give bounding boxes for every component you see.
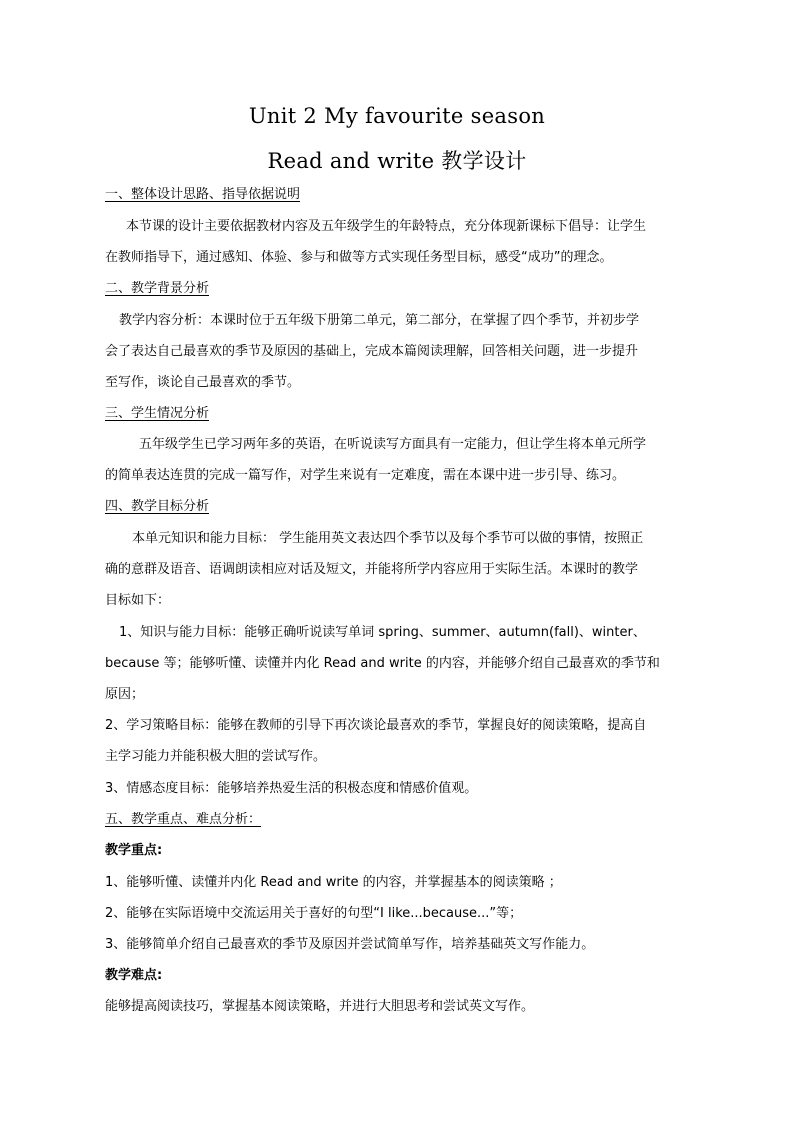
objective-item-3-line: 3、情感态度目标：能够培养热爱生活的积极态度和情感价值观。 <box>105 781 478 796</box>
difficult-points-label: 教学难点: <box>105 968 163 983</box>
section-1-paragraph-line: 本节课的设计主要依据教材内容及五年级学生的年龄特点，充分体现新课标下倡导：让学生 <box>126 219 647 234</box>
section-3-heading: 三、学生情况分析 <box>105 406 210 421</box>
objective-item-2-line: 2、学习策略目标：能够在教师的引导下再次谈论最喜欢的季节，掌握良好的阅读策略，提高自 <box>105 718 647 733</box>
section-4-heading: 四、教学目标分析 <box>105 499 210 514</box>
section-3-paragraph-line: 的简单表达连贯的完成一篇写作，对学生来说有一定难度，需在本课中进一步引导、练习。 <box>105 468 626 483</box>
section-5-heading: 五、教学重点、难点分析： <box>105 812 262 827</box>
objective-item-2-line: 主学习能力并能积极大胆的尝试写作。 <box>105 749 327 764</box>
section-3-paragraph-line: 五年级学生已学习两年多的英语，在听说读写方面具有一定能力，但让学生将本单元所学 <box>139 437 647 452</box>
objective-item-1-line: 原因； <box>105 687 145 702</box>
key-point-item-3: 3、能够简单介绍自己最喜欢的季节及原因并尝试简单写作，培养基础英文写作能力。 <box>105 937 595 952</box>
section-2-heading: 二、教学背景分析 <box>105 281 210 296</box>
key-point-item-2: 2、能够在实际语境中交流运用关于喜好的句型“I like...because...”等； <box>105 906 523 921</box>
key-points-label: 教学重点: <box>105 843 163 858</box>
section-2-paragraph-line: 会了表达自己最喜欢的季节及原因的基础上，完成本篇阅读理解，回答相关问题，进一步提升 <box>105 344 639 359</box>
section-4-paragraph-line: 本单元知识和能力目标： 学生能用英文表达四个季节以及每个季节可以做的事情，按照正 <box>132 531 644 546</box>
key-point-item-1: 1、能够听懂、读懂并内化 Read and write 的内容，并掌握基本的阅读策略 ； <box>105 875 562 890</box>
section-4-paragraph-line: 目标如下： <box>105 593 171 608</box>
section-2-paragraph-line: 教学内容分析：本课时位于五年级下册第二单元，第二部分，在掌握了四个季节，并初步学 <box>119 313 640 328</box>
document-title-line-2: Read and write 教学设计 <box>267 149 527 173</box>
document-title-line-1: Unit 2 My favourite season <box>248 104 546 128</box>
section-1-heading: 一、整体设计思路、指导依据说明 <box>105 187 301 202</box>
section-2-paragraph-line: 至写作，谈论自己最喜欢的季节。 <box>105 375 301 390</box>
section-1-paragraph-line: 在教师指导下，通过感知、体验、参与和做等方式实现任务型目标，感受“成功”的理念。 <box>105 250 613 265</box>
objective-item-1-line: 1、知识与能力目标：能够正确听说读写单词 spring、summer、autumn(fall)、winter、 <box>119 625 646 640</box>
difficult-point-line: 能够提高阅读技巧，掌握基本阅读策略，并进行大胆思考和尝试英文写作。 <box>105 999 535 1014</box>
section-4-paragraph-line: 确的意群及语音、语调朗读相应对话及短文，并能将所学内容应用于实际生活。本课时的教学 <box>105 562 639 577</box>
objective-item-1-line: because 等；能够听懂、读懂并内化 Read and write 的内容，并能够介绍自己最喜欢的季节和 <box>105 656 660 671</box>
